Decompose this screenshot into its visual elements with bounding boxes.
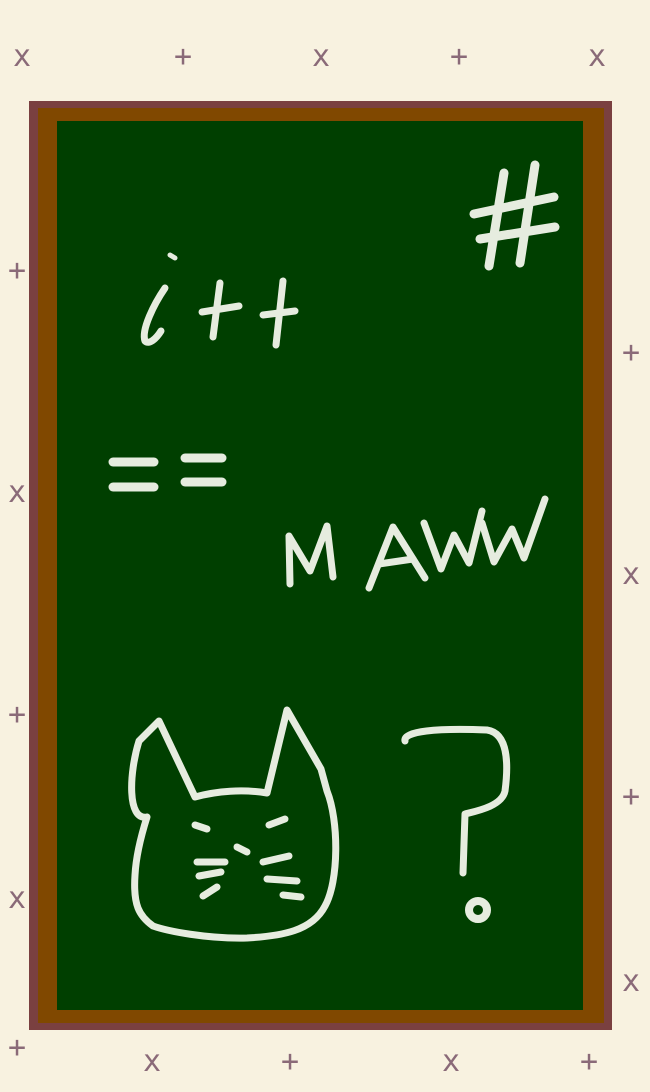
plus-mark: + xyxy=(7,253,27,288)
plus-mark: + xyxy=(280,1044,300,1079)
x-mark: x xyxy=(621,964,641,999)
x-mark: x xyxy=(142,1044,162,1079)
x-mark: x xyxy=(311,39,331,74)
hash-drawing xyxy=(474,165,555,266)
x-mark: x xyxy=(441,1044,461,1079)
cat-drawing xyxy=(132,710,336,938)
chalk-drawings xyxy=(57,121,583,1010)
equals-drawing xyxy=(113,458,222,487)
plus-mark: + xyxy=(621,335,641,370)
plus-mark: + xyxy=(621,779,641,814)
x-mark: x xyxy=(7,475,27,510)
question-drawing xyxy=(405,729,507,919)
x-mark: x xyxy=(7,881,27,916)
meow-drawing xyxy=(289,499,545,588)
x-mark: x xyxy=(12,39,32,74)
chalkboard-frame xyxy=(29,101,612,1030)
increment-drawing xyxy=(144,255,295,345)
plus-mark: + xyxy=(7,697,27,732)
x-mark: x xyxy=(621,557,641,592)
plus-mark: + xyxy=(579,1044,599,1079)
plus-mark: + xyxy=(173,39,193,74)
x-mark: x xyxy=(587,39,607,74)
plus-mark: + xyxy=(7,1030,27,1065)
plus-mark: + xyxy=(449,39,469,74)
chalkboard-surface xyxy=(57,121,583,1010)
